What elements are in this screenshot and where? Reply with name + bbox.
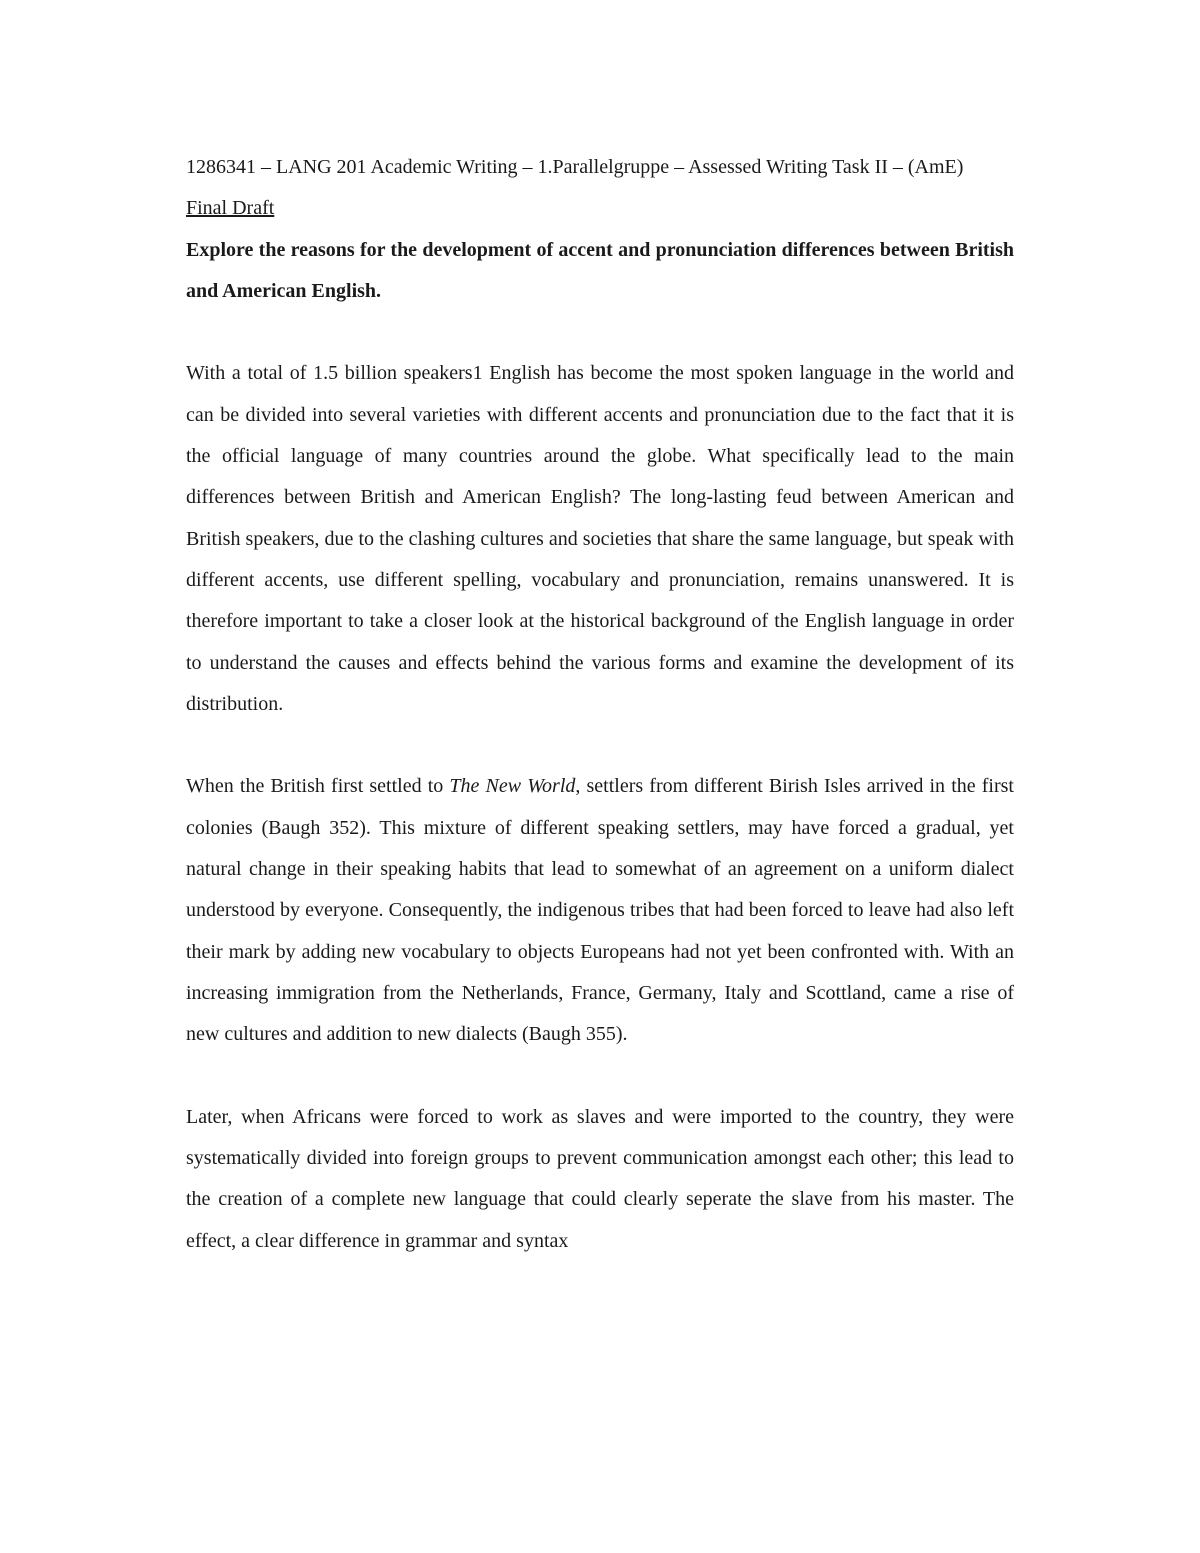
paragraph-intro: With a total of 1.5 billion speakers1 English has become the most spoken language in the world and can be divided into several varieties with different accents and pronunciation due to the fact that it is the official language of many countries around the globe. What specifically lead to the main differences between British and American English? The long-lasting feud between American and British speakers, due to the clashing cultures and societies that share the same language, but speak with different accents, use different spelling, vocabulary and pronunciation, remains unanswered. It is therefore important to take a closer look at the historical background of the English language in order to understand the causes and effects behind the various forms and examine the development of its distribution.: [186, 362, 1014, 715]
paragraph-slavery: Later, when Africans were forced to work as slaves and were imported to the country, they were systematically divided into foreign groups to prevent communication amongst each other; this lead to the creation of a complete new language that could clearly seperate the slave from his master. The effect, a clear difference in grammar and syntax: [186, 1105, 1014, 1252]
paragraph-settlement-rest: , settlers from different Birish Isles arrived in the first colonies (Baugh 352). This mixture of different speaking settlers, may have forced a gradual, yet natural change in their speaking habits that lead to somewhat of an agreement on a uniform dialect understood by everyone. Consequently, the indigenous tribes that had been forced to leave had also left their mark by adding new vocabulary to objects Europeans had not yet been confronted with. With an increasing immigration from the Netherlands, France, Germany, Italy and Scottland, came a rise of new cultures and addition to new dialects (Baugh 355).: [186, 775, 1014, 1046]
draft-label: Final Draft: [186, 197, 275, 220]
document-header: 1286341 – LANG 201 Academic Writing – 1.Parallelgruppe – Assessed Writing Task II – (AmE): [186, 156, 964, 178]
document-body: [186, 147, 1014, 1262]
paragraph-settlement-start: When the British first settled to: [186, 775, 450, 798]
paragraph-settlement: [186, 766, 1014, 1055]
new-world-phrase: The New World: [449, 775, 576, 798]
essay-title: Explore the reasons for the development of accent and pronunciation differences between British and American English.: [186, 238, 1014, 302]
